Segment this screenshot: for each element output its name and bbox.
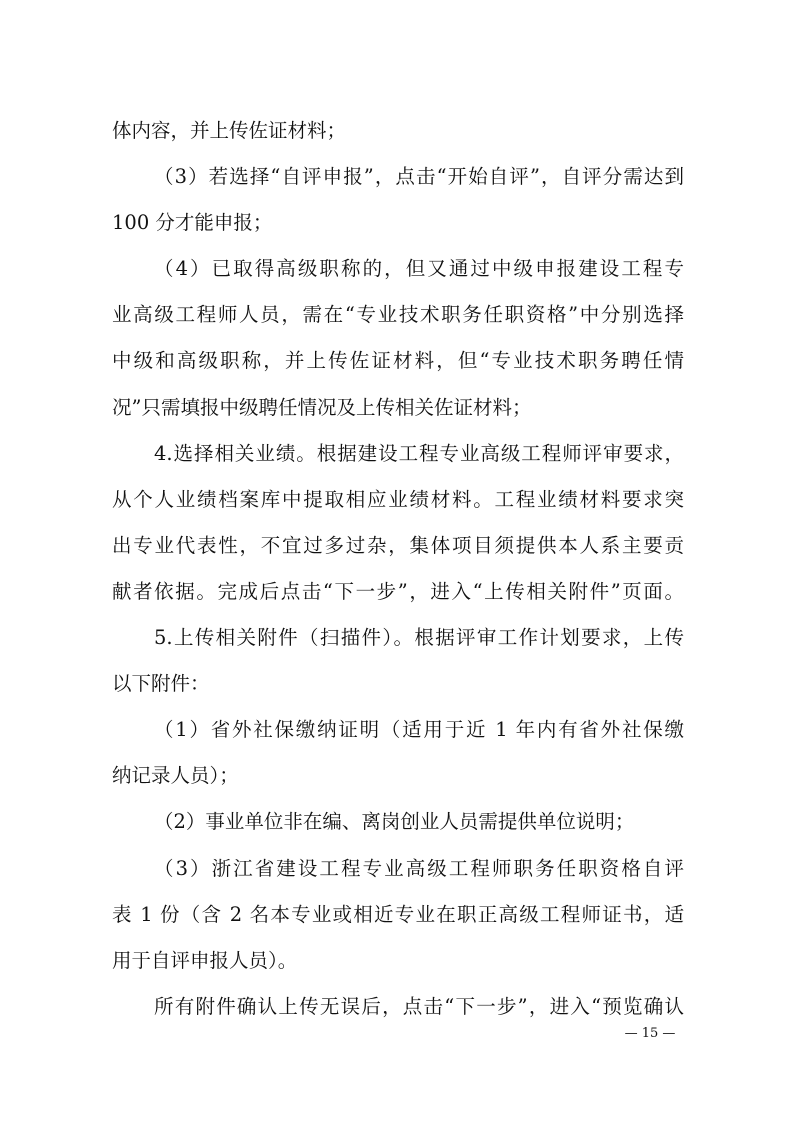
paragraph-line: 体内容，并上传佐证材料； — [112, 119, 347, 142]
paragraph-line: 用于自评申报人员）。 — [112, 948, 298, 972]
paragraph-line: 以下附件： — [112, 672, 210, 696]
paragraph-line: 4.选择相关业绩。根据建设工程专业高级工程师评审要求， — [154, 441, 684, 465]
paragraph-line: 况”只需填报中级聘任情况及上传相关佐证材料； — [112, 395, 532, 419]
paragraph-line: （1）省外社保缴纳证明（适用于近 1 年内有省外社保缴 — [154, 718, 684, 742]
page-number: — 15 — — [624, 1026, 676, 1041]
paragraph-line: 表 1 份（含 2 名本专业或相近专业在职正高级工程师证书，适 — [112, 902, 684, 926]
paragraph-line: 纳记录人员）； — [112, 764, 239, 788]
paragraph-line: 5.上传相关附件（扫描件）。根据评审工作计划要求，上传 — [154, 626, 684, 650]
paragraph-line: 所有附件确认上传无误后，点击“下一步”，进入“预览确认 — [154, 994, 684, 1018]
paragraph-line: （2）事业单位非在编、离岗创业人员需提供单位说明； — [154, 810, 635, 834]
paragraph-line: 出专业代表性，不宜过多过杂，集体项目须提供本人系主要贡 — [112, 533, 684, 557]
paragraph-line: 从个人业绩档案库中提取相应业绩材料。工程业绩材料要求突 — [112, 487, 684, 511]
paragraph-line: 献者依据。完成后点击“下一步”，进入“上传相关附件”页面。 — [112, 579, 684, 603]
paragraph-line: 100 分才能申报； — [112, 211, 273, 235]
paragraph-line: 业高级工程师人员，需在“专业技术职务任职资格”中分别选择 — [112, 303, 684, 327]
paragraph-line: （3）若选择“自评申报”，点击“开始自评”，自评分需达到 — [154, 165, 684, 189]
paragraph-line: 中级和高级职称，并上传佐证材料，但“专业技术职务聘任情 — [112, 349, 684, 373]
paragraph-line: （3）浙江省建设工程专业高级工程师职务任职资格自评 — [154, 856, 684, 880]
document-body — [112, 108, 684, 1030]
paragraph-line: （4）已取得高级职称的，但又通过中级申报建设工程专 — [154, 257, 684, 281]
